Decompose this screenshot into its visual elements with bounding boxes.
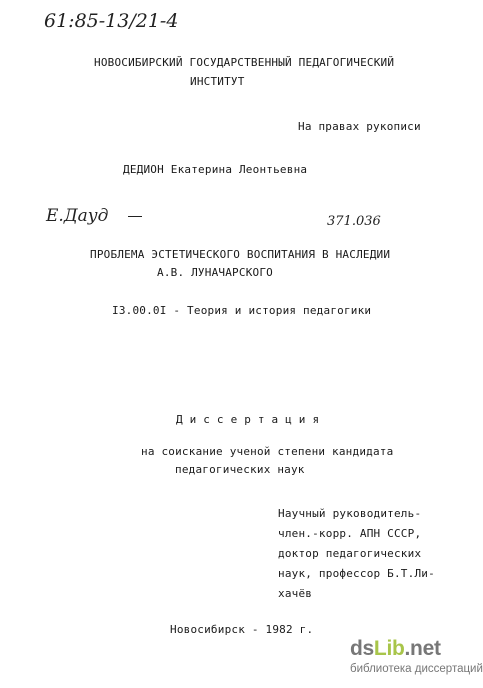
institution-line-2: ИНСТИТУТ xyxy=(190,75,245,88)
supervisor-line-5: хачёв xyxy=(278,587,313,600)
place-and-year: Новосибирск - 1982 г. xyxy=(170,623,314,636)
degree-line-2: педагогических наук xyxy=(175,463,305,476)
institution-line-1: НОВОСИБИРСКИЙ ГОСУДАРСТВЕННЫЙ ПЕДАГОГИЧЕСКИЙ xyxy=(94,56,395,69)
dslib-logo-subtitle: библиотека диссертаций xyxy=(350,663,483,675)
handwritten-signature: Е.Дауд xyxy=(46,206,109,226)
dslib-logo xyxy=(350,637,483,681)
rights-notice: На правах рукописи xyxy=(298,120,421,133)
specialty-code: I3.00.0I - Теория и история педагогики xyxy=(112,304,372,317)
archive-handwritten-number: 61:85-13/21-4 xyxy=(44,10,179,32)
dslib-logo-text: dsLib.net xyxy=(350,637,441,660)
supervisor-line-1: Научный руководитель- xyxy=(278,507,422,520)
title-line-2: А.В. ЛУНАЧАРСКОГО xyxy=(157,266,273,279)
degree-line-1: на соискание ученой степени кандидата xyxy=(141,445,394,458)
supervisor-line-4: наук, профессор Б.Т.Ли- xyxy=(278,567,435,580)
author-name: ДЕДИОН Екатерина Леонтьевна xyxy=(123,163,308,176)
supervisor-line-3: доктор педагогических xyxy=(278,547,422,560)
library-classification-code: 371.036 xyxy=(327,214,381,229)
title-line-1: ПРОБЛЕМА ЭСТЕТИЧЕСКОГО ВОСПИТАНИЯ В НАСЛЕДИИ xyxy=(90,248,391,261)
document-type: Д и с с е р т а ц и я xyxy=(176,413,320,426)
supervisor-line-2: член.-корр. АПН СССР, xyxy=(278,527,422,540)
signature-stroke xyxy=(128,216,142,217)
